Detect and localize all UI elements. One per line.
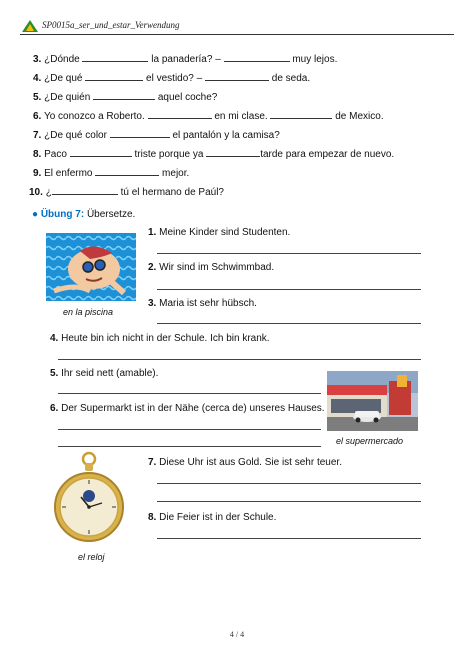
answer-blank[interactable] xyxy=(224,52,290,62)
exercise-heading: ● Übung 7: Übersetze. xyxy=(32,209,136,220)
page-number: 4 / 4 xyxy=(229,630,245,639)
answer-line[interactable] xyxy=(157,501,421,502)
translation-3: 3. Maria ist sehr hübsch. xyxy=(148,298,257,309)
answer-line[interactable] xyxy=(58,446,321,447)
answer-blank[interactable] xyxy=(95,166,159,176)
document-title: SP0015a_ser_und_estar_Verwendung xyxy=(42,20,180,30)
pool-caption: en la piscina xyxy=(63,307,114,317)
pocket-watch-image xyxy=(52,451,126,547)
sentence-6: 6. Yo conozco a Roberto. en mi clase. de Mexico. xyxy=(33,111,384,122)
exercise-instruction: Übersetze. xyxy=(86,209,136,220)
answer-blank[interactable] xyxy=(70,147,132,157)
answer-blank[interactable] xyxy=(206,147,260,157)
sentence-10: 10. ¿ tú el hermano de Paúl? xyxy=(29,187,224,198)
translation-8: 8. Die Feier ist in der Schule. xyxy=(148,512,277,523)
answer-line[interactable] xyxy=(58,429,321,430)
translation-5: 5. Ihr seid nett (amable). xyxy=(50,368,159,379)
answer-line[interactable] xyxy=(157,323,421,324)
watch-caption: el reloj xyxy=(78,552,105,562)
answer-line[interactable] xyxy=(157,538,421,539)
sentence-4: 4. ¿De qué el vestido? – de seda. xyxy=(33,73,311,84)
sentence-5: 5. ¿De quién aquel coche? xyxy=(33,92,218,103)
answer-line[interactable] xyxy=(58,393,321,394)
answer-blank[interactable] xyxy=(148,109,212,119)
logo-icon xyxy=(22,20,38,32)
answer-blank[interactable] xyxy=(82,52,148,62)
header-divider xyxy=(20,34,454,35)
exercise-label: Übung 7: xyxy=(40,209,85,220)
answer-blank[interactable] xyxy=(205,71,269,81)
answer-line[interactable] xyxy=(157,289,421,290)
answer-line[interactable] xyxy=(157,253,421,254)
supermarket-image xyxy=(327,371,418,431)
swimming-pool-image xyxy=(46,233,136,301)
supermarket-caption: el supermercado xyxy=(336,436,404,446)
answer-blank[interactable] xyxy=(110,128,170,138)
page-header xyxy=(0,0,474,40)
translation-4: 4. Heute bin ich nicht in der Schule. Ich bin krank. xyxy=(50,333,270,344)
sentence-8: 8. Paco triste porque ya tarde para empezar de nuevo. xyxy=(33,149,395,160)
answer-blank[interactable] xyxy=(52,185,118,195)
translation-6: 6. Der Supermarkt ist in der Nähe (cerca de) unseres Hauses. xyxy=(50,403,325,414)
translation-1: 1. Meine Kinder sind Studenten. xyxy=(148,227,291,238)
sentence-7: 7. ¿De qué color el pantalón y la camisa? xyxy=(33,130,280,141)
translation-2: 2. Wir sind im Schwimmbad. xyxy=(148,262,275,273)
answer-line[interactable] xyxy=(58,359,421,360)
answer-line[interactable] xyxy=(157,483,421,484)
answer-blank[interactable] xyxy=(85,71,143,81)
translation-7: 7. Diese Uhr ist aus Gold. Sie ist sehr teuer. xyxy=(148,457,342,468)
sentence-3: 3. ¿Dónde la panadería? – muy lejos. xyxy=(33,54,338,65)
sentence-9: 9. El enfermo mejor. xyxy=(33,168,190,179)
answer-blank[interactable] xyxy=(270,109,332,119)
answer-blank[interactable] xyxy=(93,90,155,100)
